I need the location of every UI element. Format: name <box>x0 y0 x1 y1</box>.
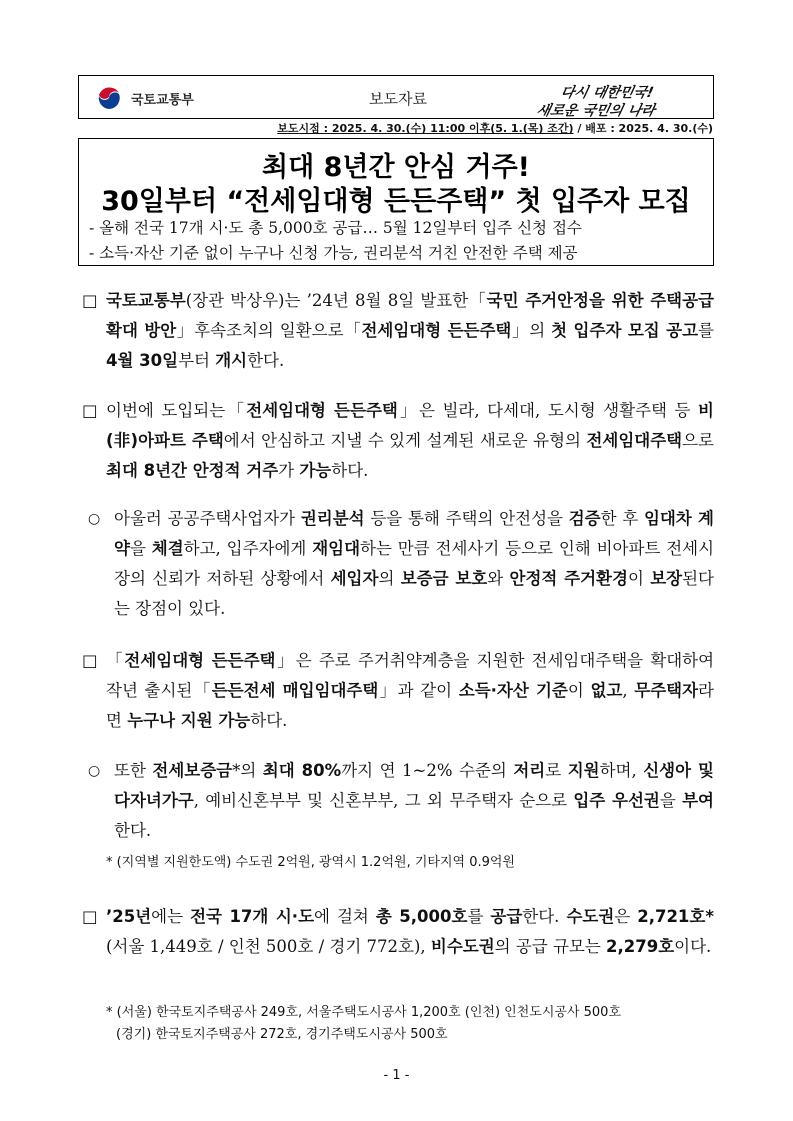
paragraph-2-detail-text: 아울러 공공주택사업자가 권리분석 등을 통해 주택의 안전성을 검증한 후 임대차 계약을 체결하고, 입주자에게 재임대하는 만큼 전세사기 등으로 인해 비아파트 전세시장의 신뢰가 저하된 상황에서 세입자의 보증금 보호와 안정적 주거환경이 보장된다는 장점이 있다. <box>114 509 715 618</box>
paragraph-4-text: ’25년에는 전국 17개 시·도에 걸쳐 총 5,000호를 공급한다. 수도권은 2,721호*(서울 1,449호 / 인천 500호 / 경기 772호), 비수도권의 공급 규모는 2,279호이다. <box>106 907 714 956</box>
paragraph-2-detail <box>88 504 714 624</box>
subheadline-2: - 소득·자산 기준 없이 누구나 신청 가능, 권리분석 거친 안전한 주택 제공 <box>89 244 578 262</box>
slogan-line-2: 새로운 국민의 나라 <box>535 103 657 119</box>
paragraph-3-detail-text: 또한 전세보증금*의 최대 80%까지 연 1~2% 수준의 저리로 지원하며, 신생아 및 다자녀가구, 예비신혼부부 및 신혼부부, 그 외 무주택자 순으로 입주 우선권을 부여한다. <box>114 761 714 840</box>
box-bullet: □ <box>82 907 98 926</box>
ministry-logo-icon <box>95 84 123 112</box>
footnote-support-limit: * (지역별 지원한도액) 수도권 2억원, 광역시 1.2억원, 기타지역 0.9억원 <box>106 855 515 870</box>
box-bullet: □ <box>82 651 98 670</box>
slogan-handwriting <box>537 80 707 118</box>
paragraph-3-detail <box>88 756 714 846</box>
document-type: 보도자료 <box>369 90 427 108</box>
paragraph-4 <box>82 902 714 962</box>
release-dateline <box>277 120 713 136</box>
paragraph-2 <box>82 396 714 486</box>
embargo-time: 보도시점 : 2025. 4. 30.(수) 11:00 이후(5. 1.(목) 조간) <box>277 122 574 135</box>
footnote-supply-line-2: (경기) 한국토지주택공사 272호, 경기주택도시공사 500호 <box>116 1027 448 1042</box>
circle-bullet: ○ <box>88 511 101 527</box>
footnote-support-limit-text: (지역별 지원한도액) 수도권 2억원, 광역시 1.2억원, 기타지역 0.9억원 <box>116 855 515 870</box>
box-bullet: □ <box>82 291 98 310</box>
headline-line-2: 30일부터 “전세임대형 든든주택” 첫 입주자 모집 <box>101 186 691 217</box>
page-number: - 1 - <box>383 1068 410 1083</box>
subheadline-1: - 올해 전국 17개 시·도 총 5,000호 공급… 5월 12일부터 입주 신청 접수 <box>89 219 582 237</box>
paragraph-2-text: 이번에 도입되는「전세임대형 든든주택」은 빌라, 다세대, 도시형 생활주택 등 비(非)아파트 주택에서 안심하고 지낼 수 있게 설계된 새로운 유형의 전세임대주택으로 최대 8년간 안정적 거주가 가능하다. <box>106 401 714 480</box>
dateline-separator: / <box>573 122 586 135</box>
headline-box <box>78 138 714 266</box>
footnote-supply-line-1: (서울) 한국토지주택공사 249호, 서울주택도시공사 1,200호 (인천) 인천도시공사 500호 <box>116 1005 622 1020</box>
box-bullet: □ <box>82 401 98 420</box>
footnote-supply-breakdown: * (서울) 한국토지주택공사 249호, 서울주택도시공사 1,200호 (인천) 인천도시공사 500호 (경기) 한국토지주택공사 272호, 경기주택도시공사 500호 <box>106 1005 622 1042</box>
ministry-name: 국토교통부 <box>131 93 194 108</box>
paragraph-1-text: 국토교통부(장관 박상우)는 ’24년 8월 8일 발표한「국민 주거안정을 위한 주택공급 확대 방안」후속조치의 일환으로「전세임대형 든든주택」의 첫 입주자 모집 공고를 4월 30일부터 개시한다. <box>106 291 714 370</box>
circle-bullet: ○ <box>88 763 101 779</box>
distribution-date: 배포 : 2025. 4. 30.(수) <box>585 122 713 135</box>
paragraph-3-text: 「전세임대형 든든주택」은 주로 주거취약계층을 지원한 전세임대주택을 확대하여 작년 출시된「든든전세 매입임대주택」과 같이 소득·자산 기준이 없고, 무주택자라면 누구나 지원 가능하다. <box>106 651 715 730</box>
paragraph-3 <box>82 646 714 736</box>
slogan-line-1: 다시 대한민국! <box>559 85 655 101</box>
paragraph-1 <box>82 286 714 376</box>
headline-line-1: 최대 8년간 안심 거주! <box>262 152 530 183</box>
press-header-box <box>78 75 714 119</box>
